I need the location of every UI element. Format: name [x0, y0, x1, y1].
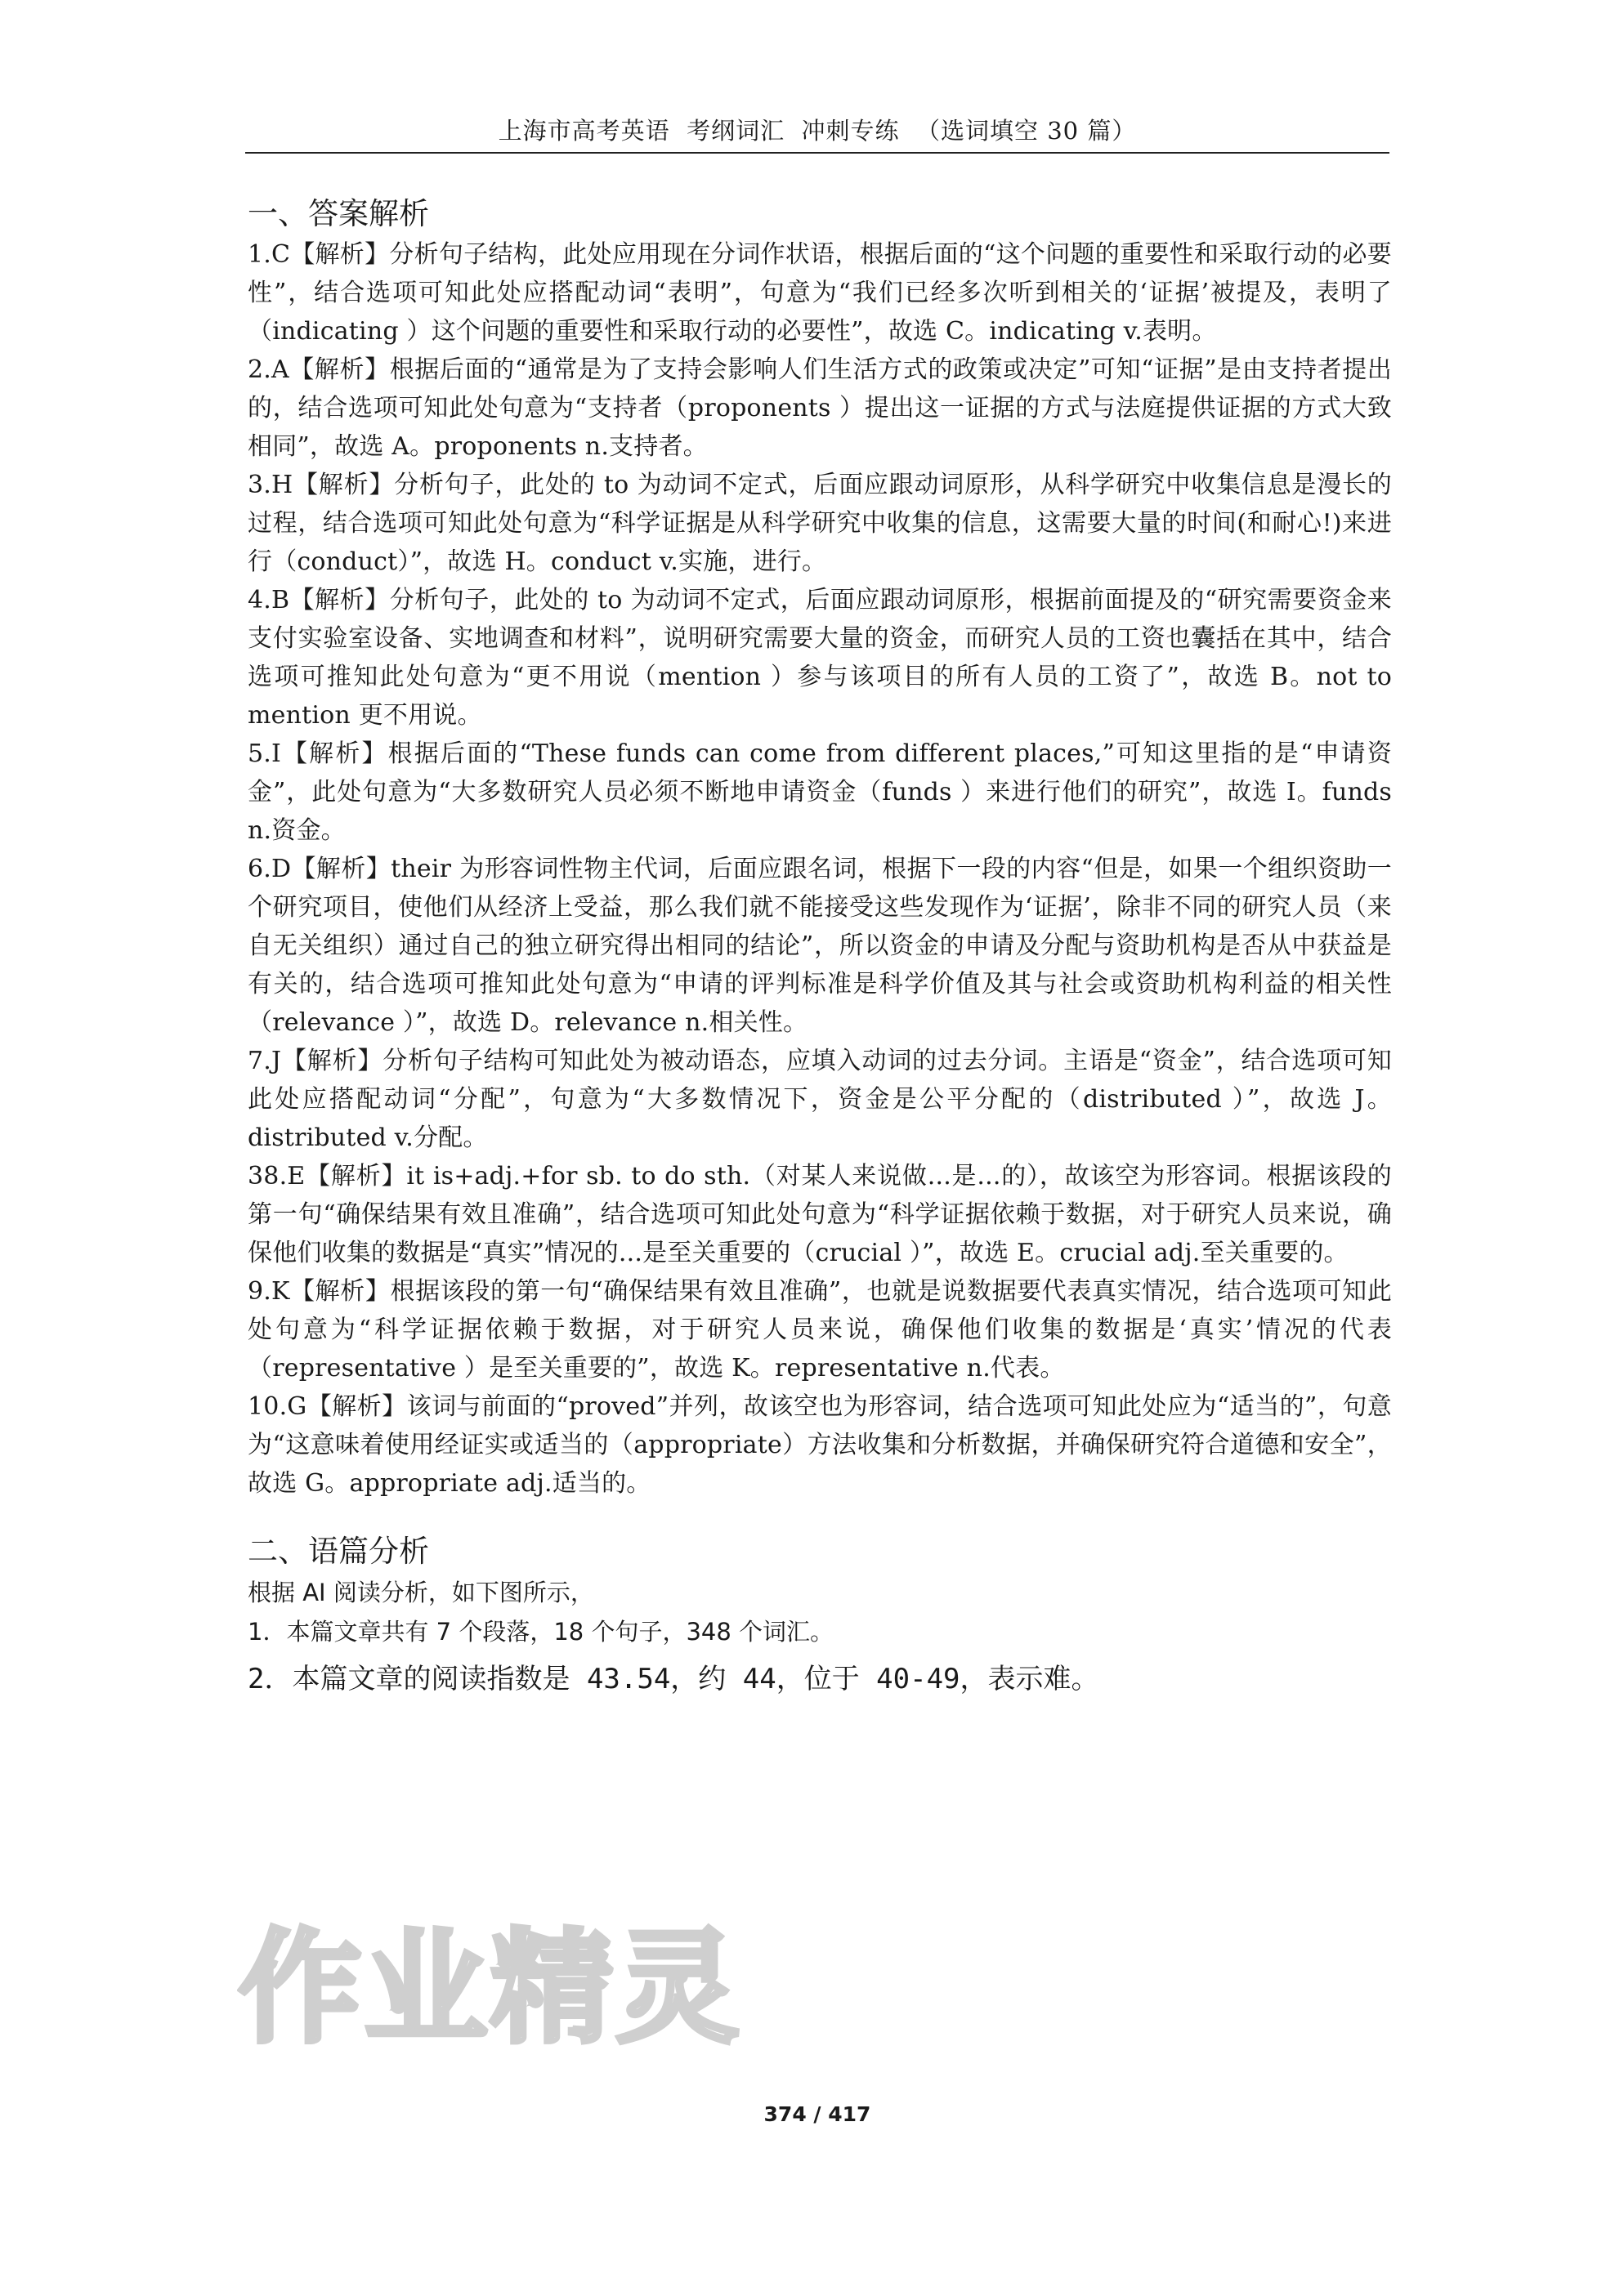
page-number: 374 / 417: [763, 2102, 871, 2126]
watermark-text: 作业精灵: [238, 1918, 743, 2060]
answer-item-5: 5.I【解析】根据后面的“These funds can come from different places,”可知这里指的是“申请资金”，此处句意为“大多数研究人员必须不断地申请资金（funds ）来进行他们的研究”，故选 I。funds n.资金。: [248, 739, 1392, 845]
answer-item-7: 7.J【解析】分析句子结构可知此处为被动语态，应填入动词的过去分词。主语是“资金”，结合选项可知此处应搭配动词“分配”，句意为“大多数情况下，资金是公平分配的（distributed ）”，故选 J。distributed v.分配。: [248, 1047, 1392, 1152]
section-gap: [248, 1503, 1392, 1530]
answer-item-2: 2.A【解析】根据后面的“通常是为了支持会影响人们生活方式的政策或决定”可知“证据”是由支持者提出的，结合选项可知此处句意为“支持者（proponents ）提出这一证据的方式与法庭提供证据的方式大致相同”，故选 A。proponents n.支持者。: [248, 355, 1392, 461]
analysis-line-2: 2．本篇文章的阅读指数是 43.54，约 44，位于 40-49，表示难。: [248, 1663, 1099, 1695]
analysis-intro: 根据 AI 阅读分析，如下图所示，: [248, 1579, 594, 1606]
answer-item-4: 4.B【解析】分析句子，此处的 to 为动词不定式，后面应跟动词原形，根据前面提及的“研究需要资金来支付实验室设备、实地调查和材料”，说明研究需要大量的资金，而研究人员的工资也囊括在其中，结合选项可推知此处句意为“更不用说（mention ）参与该项目的所有人员的工资了”，故选 B。not to mention 更不用说。: [248, 586, 1392, 730]
answer-item-10: 10.G【解析】该词与前面的“proved”并列，故该空也为形容词，结合选项可知此处应为“适当的”，句意为“这意味着使用经证实或适当的（appropriate）方法收集和分析数据，并确保研究符合道德和安全”，故选 G。appropriate adj.适当的。: [248, 1392, 1392, 1498]
answer-item-1: 1.C【解析】分析句子结构，此处应用现在分词作状语，根据后面的“这个问题的重要性和采取行动的必要性”，结合选项可知此处应搭配动词“表明”，句意为“我们已经多次听到相关的‘证据’被提及，表明了（indicating ）这个问题的重要性和采取行动的必要性”，故选 C。indicating v.表明。: [248, 240, 1392, 346]
answer-item-6: 6.D【解析】their 为形容词性物主代词，后面应跟名词，根据下一段的内容“但是，如果一个组织资助一个研究项目，使他们从经济上受益，那么我们就不能接受这些发现作为‘证据’，除非不同的研究人员（来自无关组织）通过自己的独立研究得出相同的结论”，所以资金的申请及分配与资助机构是否从中获益是有关的，结合选项可推知此处句意为“申请的评判标准是科学价值及其与社会或资助机构利益的相关性（relevance ）”，故选 D。relevance n.相关性。: [248, 855, 1392, 1037]
page-content: [248, 193, 1392, 1704]
answer-item-9: 9.K【解析】根据该段的第一句“确保结果有效且准确”，也就是说数据要代表真实情况，结合选项可知此处句意为“科学证据依赖于数据，对于研究人员来说，确保他们收集的数据是‘真实’情况的代表（representative ）是至关重要的”，故选 K。representative n.代表。: [248, 1277, 1392, 1383]
section-heading-answers: 一、答案解析: [248, 196, 429, 231]
running-header: 上海市高考英语 考纲词汇 冲刺专练 （选词填空 30 篇）: [498, 117, 1137, 145]
watermark-logo: [237, 1879, 744, 2075]
answer-item-8: 38.E【解析】it is+adj.+for sb. to do sth.（对某人来说做...是...的），故该空为形容词。根据该段的第一句“确保结果有效且准确”，结合选项可知此处句意为“科学证据依赖于数据，对于研究人员来说，确保他们收集的数据是“真实”情况的...是至关重要的（crucial ）”，故选 E。crucial adj.至关重要的。: [248, 1162, 1392, 1267]
analysis-line-1: 1．本篇文章共有 7 个段落，18 个句子，348 个词汇。: [248, 1618, 834, 1646]
header-rule: [245, 152, 1389, 154]
section-heading-discourse: 二、语篇分析: [248, 1534, 429, 1569]
answer-item-3: 3.H【解析】分析句子，此处的 to 为动词不定式，后面应跟动词原形，从科学研究中收集信息是漫长的过程，结合选项可知此处句意为“科学证据是从科学研究中收集的信息，这需要大量的时间(和耐心!)来进行（conduct）”，故选 H。conduct v.实施，进行。: [248, 471, 1392, 576]
